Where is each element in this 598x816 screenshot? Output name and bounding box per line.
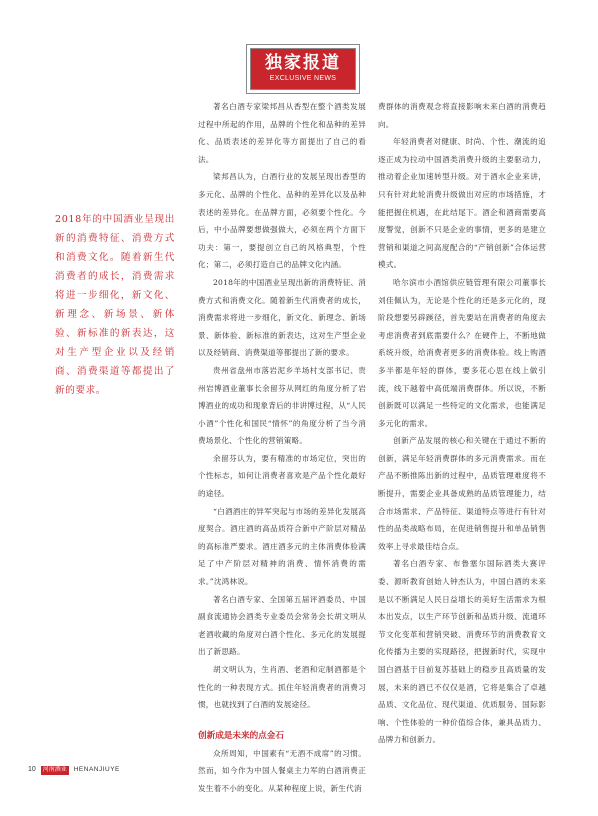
- paragraph: 哈尔滨市小酒馆供应链管理有限公司董事长刘佳佩认为，无论是个性化的还是多元化的，现阶段想要另辟蹊径，首先要站在消费者的角度去考虑消费者到底需要什么？在硬件上，不断地做系统升级，给消费者更多的消费体验。线上购酒多半都是年轻的群体，要多花心思在线上做引流，线下越着中高低端消费群体。所以说，不断创新既可以满足一些特定的文化需求，也能满足多元化的需求。: [378, 277, 546, 428]
- section-header: [250, 48, 356, 90]
- paragraph-continued: 费群体的消费观念将直接影响未来白酒的消费趋向。: [378, 102, 546, 129]
- paragraph: 著名白酒专家、布鲁塞尔国际酒类大赛评委、源昕教育创始人钟杰认为，中国白酒的未来是以不断满足人民日益增长的美好生活需求为根本出发点，以生产环节创新和品质升级、流通环节文化变革和营销突破、消费环节的消费教育文化传播为主要的实现路径，把握新时代，实现中国白酒基于目前复苏基础上的稳步且高质量的发展，未来的酒已不仅仅是酒，它将是集合了卓越品质、文化品位、现代渠道、优质服务、国际影响、个性体验的一种价值综合体，兼具品质力、品牌力和创新力。: [378, 559, 546, 745]
- subheading: 创新成是未来的点金石: [198, 730, 284, 741]
- paragraph: 著名白酒专家梁邦昌从香型在整个酒类发展过程中所起的作用，品牌的个性化和品种的差异化、品质表述的差异化等方面提出了自己的看法。: [198, 102, 366, 164]
- paragraph: 梁邦昌认为，白酒行业的发展呈现出香型的多元化、品牌的个性化、品种的差异化以及品种表述的差异化。在品牌方面，必须要个性化。今后，中小品牌要想做强做大，必须在两个方面下功夫：第一，要提创立自己的风格典型，个性化；第二，必须打造自己的品牌文化内涵。: [198, 172, 366, 270]
- paragraph: 余留芬认为，要有精准的市场定位，突出的个性标志，如何让消费者喜欢是产品个性化最好的途径。: [198, 453, 366, 499]
- article-column-right: [378, 98, 546, 749]
- page-number: 10: [28, 766, 36, 773]
- magazine-badge: 河南酒业: [42, 767, 67, 773]
- paragraph: 年轻消费者对健康、时尚、个性、潮流的追逐正成为拉动中国酒类消费升级的主要驱动力，推动着企业加速转型升级。对于酒水企业来讲，只有针对此轮消费升级做出对应的市场措施，才能把握住机遇，在此结尾下。酒企和酒商需要高度警觉，创新不只是企业的事情，更多的是建立营销和渠道之间高度配合的“产销创新”合体运营模式。: [378, 137, 546, 270]
- paragraph: 著名白酒专家、全国第五届评酒委员、中国副食流通协会酒类专业委员会常务会长胡文明从老酒收藏的角度对白酒个性化、多元化的发展提出了新思路。: [198, 594, 366, 657]
- paragraph: 创新产品发展的核心和关键在于通过不断的创新，满足年轻消费群体的多元消费需求。而在产品不断推陈出新的过程中，品质管理难度将不断提升，需要企业具备成熟的品质管理能力，结合市场需求、产品特征、渠道特点等进行有针对性的品类战略布局，在促进销售提升和单品销售效率上寻求最佳结合点。: [378, 436, 546, 551]
- paragraph: 众所周知，中国素有“无酒不成席”的习惯。然而，如今作为中国人餐桌主力军的白酒消费正发生着不小的变化。从某种程度上说，新生代消: [198, 748, 366, 793]
- section-subtitle: EXCLUSIVE NEWS: [269, 75, 337, 82]
- magazine-brand: HENANJIUYE: [73, 766, 120, 773]
- section-title: 独家报道: [265, 53, 341, 73]
- page-footer: [28, 764, 120, 776]
- paragraph: 贵州省盘州市落岩泥乡羊场村支部书记、贵州岩博酒业董事长余留芬从网红的角度分析了岩博酒业的成功和现象背后的非讲博过程，从“人民小酒”个性化和国民“情怀”的角度分析了当今消费场景化、个性化的营销策略。: [198, 365, 366, 446]
- article-column-middle: [198, 98, 366, 798]
- pull-quote: 2018年的中国酒业呈现出新的消费特征、消费方式和消费文化。随着新生代消费者的成长，消费需求将进一步细化，新文化、新理念、新场景、新体验、新标准的新表达，这对生产型企业以及经销商、消费渠道等都提出了新的要求。: [55, 214, 175, 396]
- paragraph: 2018年的中国酒业呈现出新的消费特征、消费方式和消费文化。随着新生代消费者的成长，消费需求将进一步细化，新文化、新理念、新场景、新体验、新标准的新表达，这对生产型企业以及经销商、消费渠道等都提出了新的要求。: [198, 277, 366, 358]
- paragraph: 胡文明认为，生肖酒、老酒和定制酒都是个性化的一种表现方式。抓住年轻消费者的消费习惯，也就找到了白酒的发展途径。: [198, 665, 366, 710]
- paragraph: “白酒酒庄的异军突起与市场的差异化发展高度契合。酒庄酒的高品质符合新中产阶层对精品的高标准严要求。酒庄酒多元的主体消费体验满足了中产阶层对精神的消费、情怀消费的需求。”沈鸿林说。: [198, 506, 366, 587]
